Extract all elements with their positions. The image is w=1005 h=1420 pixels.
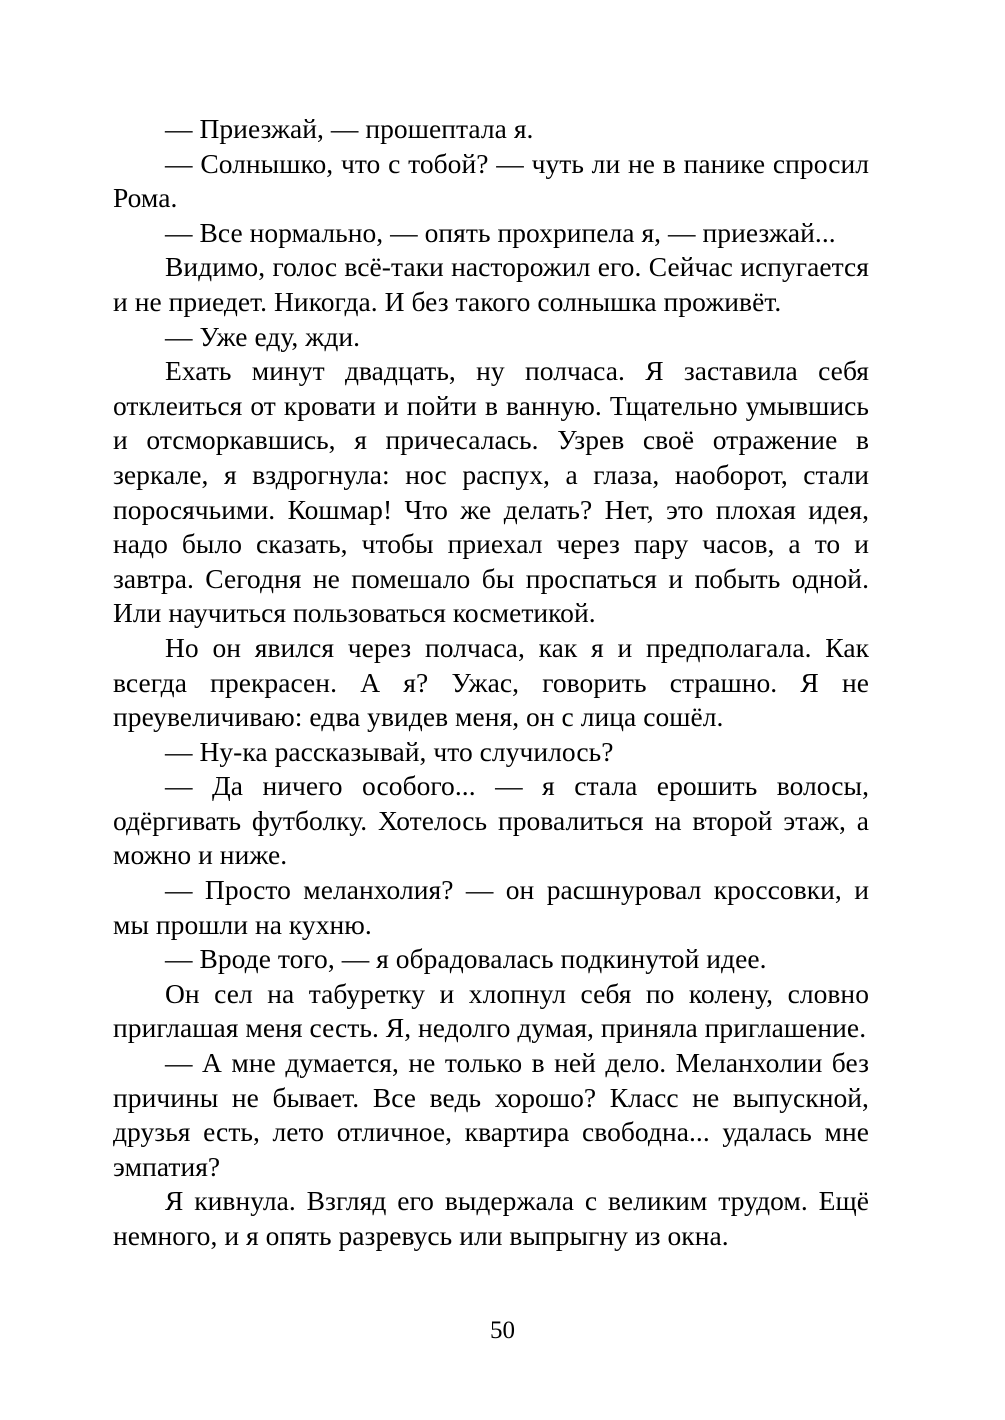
- paragraph: Видимо, голос всё-таки насторожил его. Сейчас испугается и не приедет. Никогда. И без такого солнышка проживёт.: [113, 251, 869, 317]
- paragraph: Он сел на табуретку и хлопнул себя по колену, словно приглашая меня сесть. Я, недолго думая, приняла приглашение.: [113, 977, 869, 1044]
- paragraph: — Уже еду, жди.: [165, 320, 361, 352]
- paragraph: — А мне думается, не только в ней дело. Меланхолии без причины не бывает. Все ведь хорошо? Класс не выпускной, друзья есть, лето отличное, квартира свободна... удалась мне эмпатия?: [113, 1047, 869, 1182]
- paragraph: — Просто меланхолия? — он расшнуровал кроссовки, и мы прошли на кухню.: [113, 874, 869, 940]
- paragraph: Ехать минут двадцать, ну полчаса. Я заставила себя отклеиться от кровати и пойти в ванную. Тщательно умывшись и отсморкавшись, я причесалась. Узрев своё отражение в зеркале, я вздрогнула: нос распух, а глаза, наоборот, стали поросячьими. Кошмар! Что же делать? Нет, это плохая идея, надо было сказать, чтобы приехал через пару часов, а то и завтра. Сегодня не помешало бы проспаться и побыть одной. Или научиться пользоваться косметикой.: [113, 355, 869, 629]
- paragraph: — Ну-ка рассказывай, что случилось?: [165, 735, 614, 767]
- paragraph: — Все нормально, — опять прохрипела я, — приезжай...: [165, 216, 836, 248]
- paragraph: Но он явился через полчаса, как я и предполагала. Как всегда прекрасен. А я? Ужас, говорить страшно. Я не преувеличиваю: едва увидев меня, он с лица сошёл.: [113, 631, 869, 733]
- paragraph: — Вроде того, — я обрадовалась подкинутой идее.: [165, 943, 767, 975]
- paragraph: — Да ничего особого... — я стала ерошить волосы, одёргивать футболку. Хотелось провалиться на второй этаж, а можно и ниже.: [113, 770, 869, 871]
- paragraph: Я кивнула. Взгляд его выдержала с великим трудом. Ещё немного, и я опять разревусь или выпрыгну из окна.: [113, 1185, 869, 1251]
- page-text-body: [113, 112, 869, 1254]
- page-number: 50: [490, 1317, 515, 1344]
- paragraph: — Приезжай, — прошептала я.: [165, 113, 534, 144]
- paragraph: — Солнышко, что с тобой? — чуть ли не в панике спросил Рома.: [113, 147, 869, 214]
